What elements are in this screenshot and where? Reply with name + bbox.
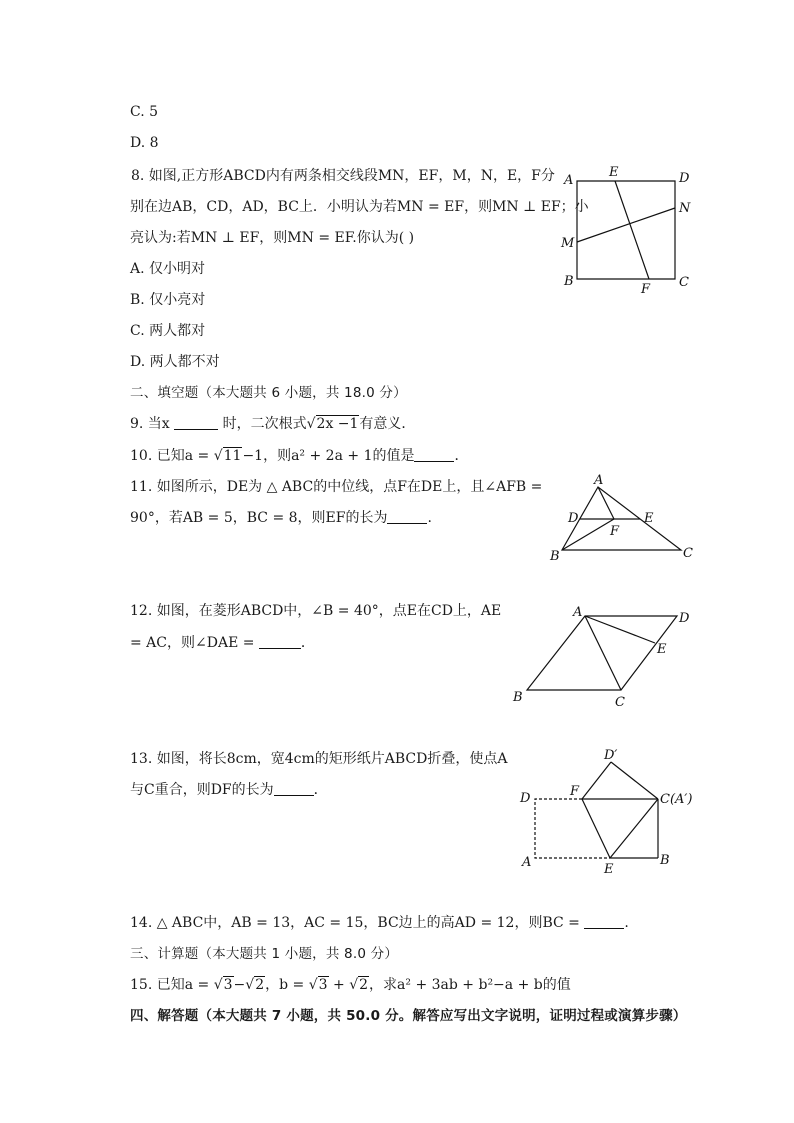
label-m: M — [561, 236, 575, 251]
q11-line-1: 11. 如图所示，DE为 △ ABC的中位线，点F在DE上，且∠AFB = — [130, 479, 543, 495]
q12-line-2 — [130, 634, 315, 652]
q15-mid-3: + — [328, 977, 350, 993]
q14-end: . — [624, 915, 629, 931]
figure-q8-square — [555, 160, 705, 300]
section-2-heading: 二、填空题（本大题共 6 小题，共 18.0 分） — [130, 385, 407, 401]
q8-option-d: D. 两人都不对 — [130, 354, 220, 370]
q15: 15. 已知a = √3−√2，b = √3 + √2，求a² + 3ab + b²−a + b的值 — [130, 977, 571, 993]
figure-q11-triangle — [540, 472, 700, 567]
q14 — [130, 914, 629, 932]
q11-blank[interactable] — [387, 509, 427, 524]
label-c: C — [683, 546, 693, 561]
q15-pre: 15. 已知a = — [130, 977, 214, 993]
segment-d-prime-c — [611, 762, 658, 799]
q14-blank[interactable] — [584, 914, 624, 929]
diagonal-ac — [585, 616, 621, 690]
q9-blank[interactable] — [174, 415, 218, 430]
label-a: A — [564, 173, 574, 188]
label-c: C — [679, 275, 689, 290]
q8-option-a: A. 仅小明对 — [130, 261, 206, 277]
label-d: D — [568, 511, 579, 526]
q12-blank[interactable] — [259, 634, 301, 649]
label-e: E — [657, 642, 667, 657]
label-b: B — [550, 549, 560, 564]
label-c-a-prime: C(A′) — [660, 792, 693, 807]
square-abcd — [577, 181, 675, 279]
q9-mid: 时，二次根式 — [218, 416, 307, 432]
q15-rad-4: 2 — [359, 977, 369, 993]
label-d: D — [520, 791, 531, 806]
q10-post: −1，则a² + 2a + 1的值是 — [242, 448, 415, 464]
label-e: E — [644, 511, 654, 526]
label-f: F — [610, 524, 620, 539]
q11-line-2 — [130, 509, 432, 527]
label-b: B — [513, 690, 523, 705]
q8-line-1: 8. 如图,正方形ABCD内有两条相交线段MN，EF，M，N，E，F分 — [131, 168, 555, 184]
q10-blank[interactable] — [414, 447, 454, 462]
label-b: B — [660, 853, 670, 868]
label-a: A — [522, 855, 532, 870]
label-d: D — [679, 611, 690, 626]
figure-q12-rhombus — [505, 598, 705, 713]
q12-line-1: 12. 如图，在菱形ABCD中，∠B = 40°，点E在CD上，AE — [130, 603, 502, 619]
segment-fd-prime — [582, 762, 611, 799]
option-d-8: D. 8 — [130, 135, 159, 151]
q15-mid-2: ，b = — [265, 977, 309, 993]
label-e: E — [609, 165, 619, 180]
q8-line-3: 亮认为:若MN ⊥ EF，则MN = EF.你认为( ) — [130, 230, 415, 246]
q13-end: ． — [313, 782, 328, 798]
label-f: F — [641, 282, 651, 297]
label-a: A — [594, 473, 604, 488]
section-3-heading: 三、计算题（本大题共 1 小题，共 8.0 分） — [130, 946, 399, 962]
label-d-prime: D′ — [604, 748, 618, 763]
q15-post: ，求a² + 3ab + b²−a + b的值 — [369, 977, 571, 993]
q13-line-1: 13. 如图，将长8cm，宽4cm的矩形纸片ABCD折叠，使点A — [130, 751, 508, 767]
original-corner-dashed — [535, 799, 610, 858]
q15-rad-3: 3 — [318, 977, 328, 993]
q9-pre: 9. 当x — [130, 416, 175, 432]
fold-fe — [582, 799, 610, 858]
label-b: B — [564, 274, 574, 289]
q13-pre: 与C重合，则DF的长为 — [130, 782, 274, 798]
q15-rad-1: 3 — [223, 977, 233, 993]
label-a: A — [573, 605, 583, 620]
q8-option-c: C. 两人都对 — [130, 323, 206, 339]
q10: 10. 已知a = √11−1，则a² + 2a + 1的值是 ． — [130, 448, 469, 464]
q10-pre: 10. 已知a = — [130, 448, 214, 464]
label-c: C — [615, 695, 625, 710]
q11-end: . — [427, 510, 432, 526]
section-4-heading: 四、解答题（本大题共 7 小题，共 50.0 分。解答应写出文字说明，证明过程或演算步骤） — [130, 1008, 687, 1024]
label-e: E — [604, 862, 614, 877]
q9: 9. 当x 时，二次根式√2x −1有意义． — [130, 416, 416, 432]
q13-blank[interactable] — [274, 781, 314, 796]
q9-post: 有意义． — [359, 416, 416, 432]
q15-rad-2: 2 — [255, 977, 265, 993]
q11-pre: 90°，若AB = 5，BC = 8，则EF的长为 — [130, 510, 388, 526]
segment-ef — [615, 181, 649, 279]
q13-line-2 — [130, 781, 328, 799]
q12-pre: = AC，则∠DAE = — [130, 635, 259, 651]
label-f: F — [570, 784, 580, 799]
figure-q13-fold — [512, 742, 702, 882]
label-d: D — [679, 171, 690, 186]
segment-ec — [610, 799, 658, 858]
q14-pre: 14. △ ABC中，AB = 13，AC = 15，BC边上的高AD = 12，则BC = — [130, 915, 585, 931]
label-n: N — [679, 201, 691, 216]
segment-af — [598, 487, 614, 519]
q12-end: ． — [300, 635, 315, 651]
q15-mid-1: − — [233, 977, 246, 993]
q9-radicand: 2x −1 — [316, 416, 359, 432]
q10-radicand: 11 — [223, 448, 242, 464]
rhombus-abcd — [527, 616, 677, 690]
option-c-5: C. 5 — [130, 104, 159, 120]
q8-option-b: B. 仅小亮对 — [130, 292, 206, 308]
q8-line-2: 别在边AB，CD，AD，BC上．小明认为若MN = EF，则MN ⊥ EF；小 — [130, 199, 589, 215]
q10-end: ． — [454, 448, 469, 464]
